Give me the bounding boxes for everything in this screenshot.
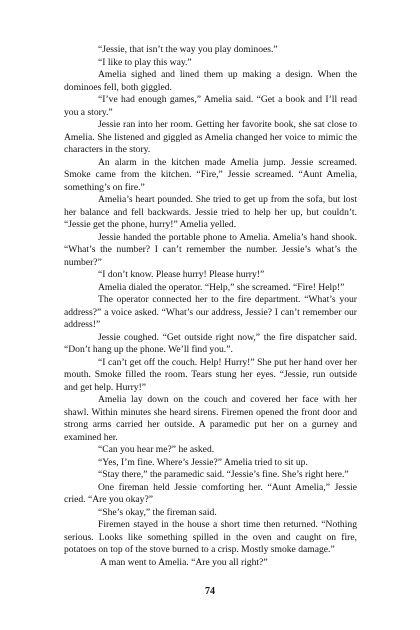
paragraph: The operator connected her to the fire department. “What’s your address?” a voice asked. “What’s our address, Jessie? I can’t remember our address!”: [64, 294, 357, 330]
paragraph: One fireman held Jessie comforting her. “Aunt Amelia,” Jessie cried. “Are you okay?”: [64, 481, 357, 505]
paragraph: “I’ve had enough games,” Amelia said. “Get a book and I’ll read you a story.”: [64, 94, 357, 118]
body-text: [64, 44, 357, 569]
paragraph: “She’s okay,” the fireman said.: [98, 506, 217, 518]
paragraph: “Stay there,” the paramedic said. “Jessie’s fine. She’s right here.”: [98, 469, 349, 480]
paragraph: Jessie coughed. “Get outside right now,” the fire dispatcher said. “Don’t hang up the phone. We’ll find you.”.: [64, 331, 357, 355]
page-number: 74: [205, 586, 215, 597]
paragraph: Amelia lay down on the couch and covered her face with her shawl. Within minutes she heard sirens. Firemen opened the front door and strong arms carried her outside. A paramedic put her on a gurney and examined her.: [64, 394, 357, 443]
paragraph: Firemen stayed in the house a short time then returned. “Nothing serious. Looks like something spilled in the oven and caught on fire, potatoes on top of the stove burned to a crisp. Mostly smoke damage.”: [64, 519, 357, 555]
paragraph: Jessie handed the portable phone to Amelia. Amelia’s hand shook. “What’s the number? I can’t remember the number. Jessie’s what’s the number?”: [64, 231, 357, 268]
paragraph: “Yes, I’m fine. Where’s Jessie?” Amelia tried to sit up.: [98, 456, 308, 468]
paragraph: Amelia dialed the operator. “Help,” she screamed. “Fire! Help!”: [98, 281, 345, 293]
paragraph: Jessie ran into her room. Getting her favorite book, she sat close to Amelia. She listened and giggled as Amelia changed her voice to mimic the characters in the story.: [64, 119, 357, 155]
paragraph: An alarm in the kitchen made Amelia jump. Jessie screamed. Smoke came from the kitchen. “Fire,” Jessie screamed. “Aunt Amelia, something’s on fire.”: [64, 156, 357, 193]
paragraph: Amelia sighed and lined them up making a design. When the dominoes fell, both giggled.: [64, 69, 357, 93]
paragraph: “I like to play this way.”: [98, 56, 192, 68]
paragraph: A man went to Amelia. “Are you all right?”: [100, 556, 268, 568]
paragraph: Amelia’s heart pounded. She tried to get up from the sofa, but lost her balance and fell backwards. Jessie tried to help her up, but couldn’t. “Jessie get the phone, hurry!” Amelia yelled.: [64, 194, 357, 230]
paragraph: “I can’t get off the couch. Help! Hurry!” She put her hand over her mouth. Smoke filled the room. Tears stung her eyes. “Jessie, run outside and get help. Hurry!”: [64, 356, 357, 393]
paragraph: “I don’t know. Please hurry! Please hurry!”: [98, 269, 265, 280]
paragraph: “Can you hear me?” he asked.: [98, 444, 215, 455]
paragraph: “Jessie, that isn’t the way you play dominoes.”: [98, 44, 278, 55]
